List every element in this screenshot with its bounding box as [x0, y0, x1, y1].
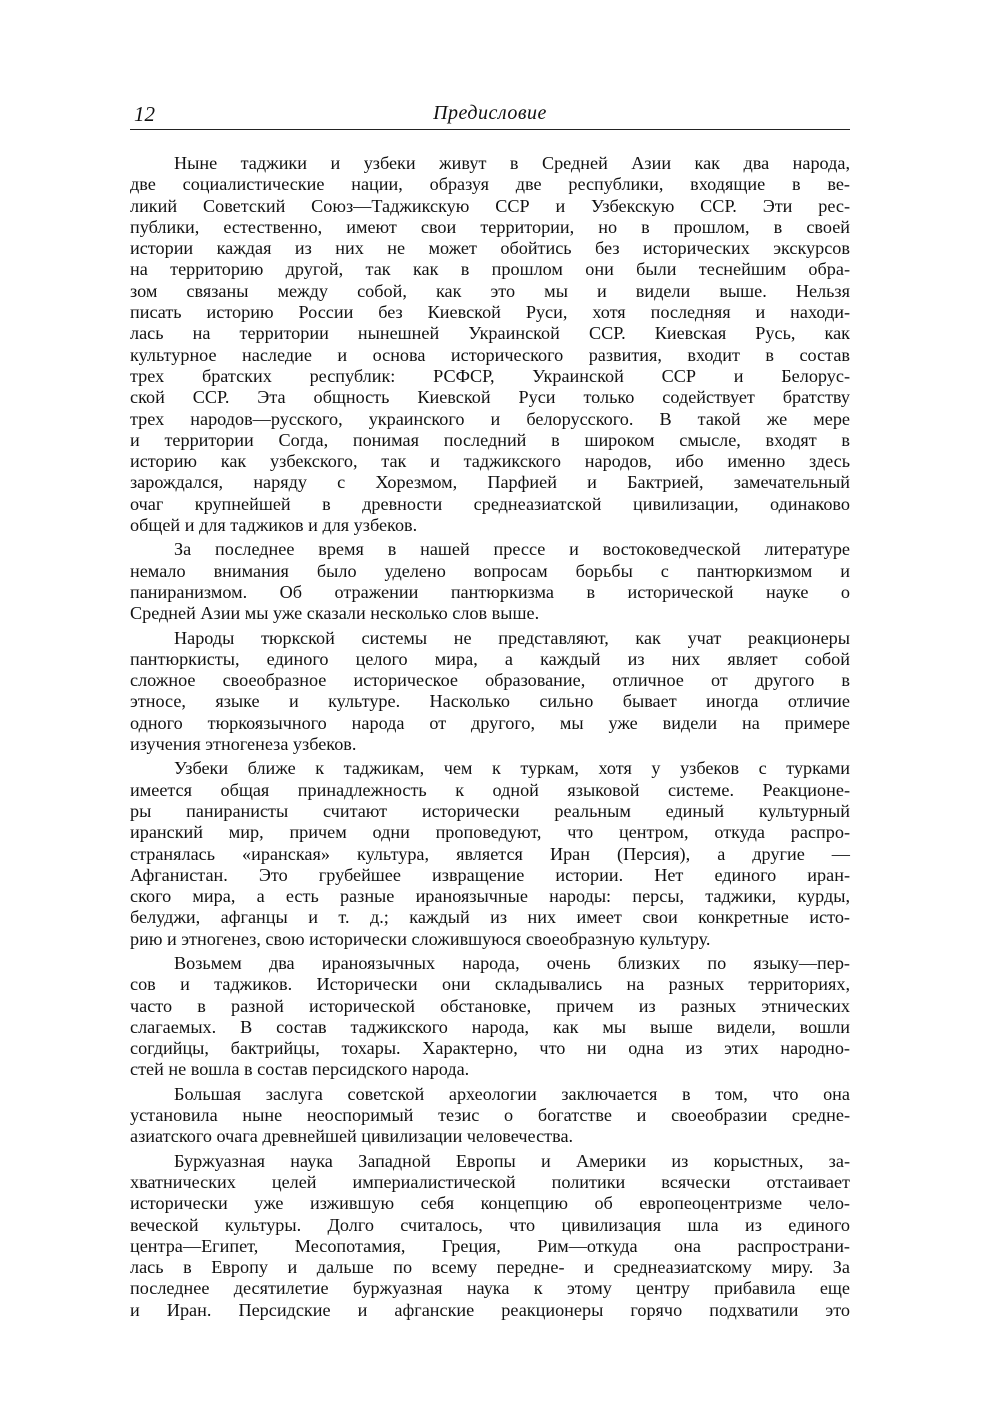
text-line: центра—Египет, Месопотамия, Греция, Рим—откуда она распространи- — [130, 1235, 850, 1256]
text-line: белуджи, афганцы и т. д.; каждый из них имеет свои конкретные исто- — [130, 907, 850, 928]
text-line: часто в разной исторической обстановке, причем из разных этнических — [130, 995, 850, 1016]
text-line: исторически уже изжившую себя концепцию об европеоцентризме чело- — [130, 1193, 850, 1214]
text-line: паниранизмом. Об отражении пантюркизма в исторической науке о — [130, 581, 850, 602]
paragraph — [130, 1151, 850, 1321]
text-line: общей и для таджиков и для узбеков. — [130, 515, 418, 536]
text-line: Большая заслуга советской археологии заключается в том, что она — [174, 1083, 850, 1104]
paragraph — [130, 1084, 850, 1148]
text-line: немало внимания было уделено вопросам борьбы с пантюркизмом и — [130, 560, 850, 581]
text-line: рию и этногенез, свою исторически сложившуюся своеобразную культуру. — [130, 928, 711, 949]
text-line: имеется общая принадлежность к одной языковой системе. Реакционе- — [130, 779, 850, 800]
text-line: зом связаны между собой, как это мы и видели выше. Нельзя — [130, 280, 850, 301]
header-rule — [130, 129, 850, 130]
text-line: и Иран. Персидские и афганские реакционеры горячо подхватили это — [130, 1299, 850, 1320]
running-title: Предисловие — [433, 102, 547, 124]
text-line: Возьмем два ираноязычных народа, очень близких по языку—пер- — [174, 952, 850, 973]
text-line: на территорию другой, так как в прошлом они были теснейшим обра- — [130, 259, 850, 280]
text-line: слагаемых. В состав таджикского народа, как мы выше видели, вошли — [130, 1016, 850, 1037]
text-line: историю как узбекского, так и таджикского народов, ибо именно здесь — [130, 451, 850, 472]
text-line: зарождался, наряду с Хорезмом, Парфией и Бактрией, замечательный — [130, 472, 850, 493]
text-line: ры паниранисты считают исторически реальным единый культурный — [130, 800, 850, 821]
text-line: одного тюркоязычного народа от другого, мы уже видели на примере — [130, 712, 850, 733]
text-line: Буржуазная наука Западной Европы и Америки из корыстных, за- — [174, 1150, 850, 1171]
text-line: трех народов—русского, украинского и белорусского. В такой же мере — [130, 408, 850, 429]
text-line: веческой культуры. Долго считалось, что цивилизация шла из единого — [130, 1214, 850, 1235]
body-text — [130, 153, 850, 1324]
text-line: публики, естественно, имеют свои территории, но в прошлом, в своей — [130, 216, 850, 237]
text-line: ского мира, а есть разные ираноязычные народы: персы, таджики, курды, — [130, 886, 850, 907]
text-line: пантюркисты, единого целого мира, а каждый из них являет собой — [130, 648, 850, 669]
text-line: сов и таджиков. Исторически они складывались на разных территориях, — [130, 974, 850, 995]
text-line: трех братских республик: РСФСР, Украинской ССР и Белорус- — [130, 365, 850, 386]
text-line: лась на территории нынешней Украинской ССР. Киевская Русь, как — [130, 323, 850, 344]
text-line: ликий Советский Союз—Таджикскую ССР и Узбекскую ССР. Эти рес- — [130, 195, 850, 216]
text-line: иранский мир, причем одни проповедуют, что центром, откуда распро- — [130, 822, 850, 843]
text-line: последнее десятилетие буржуазная наука к этому центру прибавила еще — [130, 1278, 850, 1299]
page-number: 12 — [134, 102, 155, 126]
paragraph — [130, 628, 850, 756]
text-line: Средней Азии мы уже сказали несколько слов выше. — [130, 603, 540, 624]
text-line: две социалистические нации, образуя две республики, входящие в ве- — [130, 174, 850, 195]
text-line: сложное своеобразное историческое образование, отличное от другого в — [130, 670, 850, 691]
text-line: ской ССР. Эта общность Киевской Руси только содействует братству — [130, 387, 850, 408]
paragraph — [130, 758, 850, 950]
paragraph — [130, 153, 850, 536]
text-line: странялась «иранская» культура, является Иран (Персия), а другие — — [130, 843, 850, 864]
text-line: За последнее время в нашей прессе и востоковедческой литературе — [174, 539, 850, 560]
text-line: установила ныне неоспоримый тезис о богатстве и своеобразии средне- — [130, 1105, 850, 1126]
text-line: очаг крупнейшей в древности среднеазиатской цивилизации, одинаково — [130, 493, 850, 514]
paragraph — [130, 953, 850, 1081]
paragraph — [130, 539, 850, 624]
text-line: Народы тюркской системы не представляют, как учат реакционеры — [174, 627, 850, 648]
text-line: культурное наследие и основа исторического развития, входит в состав — [130, 344, 850, 365]
text-line: согдийцы, бактрийцы, тохары. Характерно, что ни одна из этих народно- — [130, 1038, 850, 1059]
page-header — [130, 102, 850, 130]
text-line: истории каждая из них не может обойтись без исторических экскурсов — [130, 238, 850, 259]
text-line: Афганистан. Это грубейшее извращение истории. Нет единого иран- — [130, 864, 850, 885]
text-line: этносе, языке и культуре. Насколько сильно бывает иногда отличие — [130, 691, 850, 712]
text-line: Ныне таджики и узбеки живут в Средней Азии как два народа, — [174, 153, 850, 173]
text-line: стей не вошла в состав персидского народа. — [130, 1059, 470, 1080]
text-line: хватнических целей империалистической политики всячески отстаивает — [130, 1171, 850, 1192]
text-line: изучения этногенеза узбеков. — [130, 734, 357, 755]
text-line: Узбеки ближе к таджикам, чем к туркам, хотя у узбеков с турками — [174, 758, 850, 779]
text-line: и территории Согда, понимая последний в широком смысле, входят в — [130, 429, 850, 450]
text-line: писать историю России без Киевской Руси, хотя последняя и находи- — [130, 302, 850, 323]
text-line: лась в Европу и дальше по всему передне- и среднеазиатскому миру. За — [130, 1257, 850, 1278]
text-line: азиатского очага древнейшей цивилизации человечества. — [130, 1126, 574, 1147]
